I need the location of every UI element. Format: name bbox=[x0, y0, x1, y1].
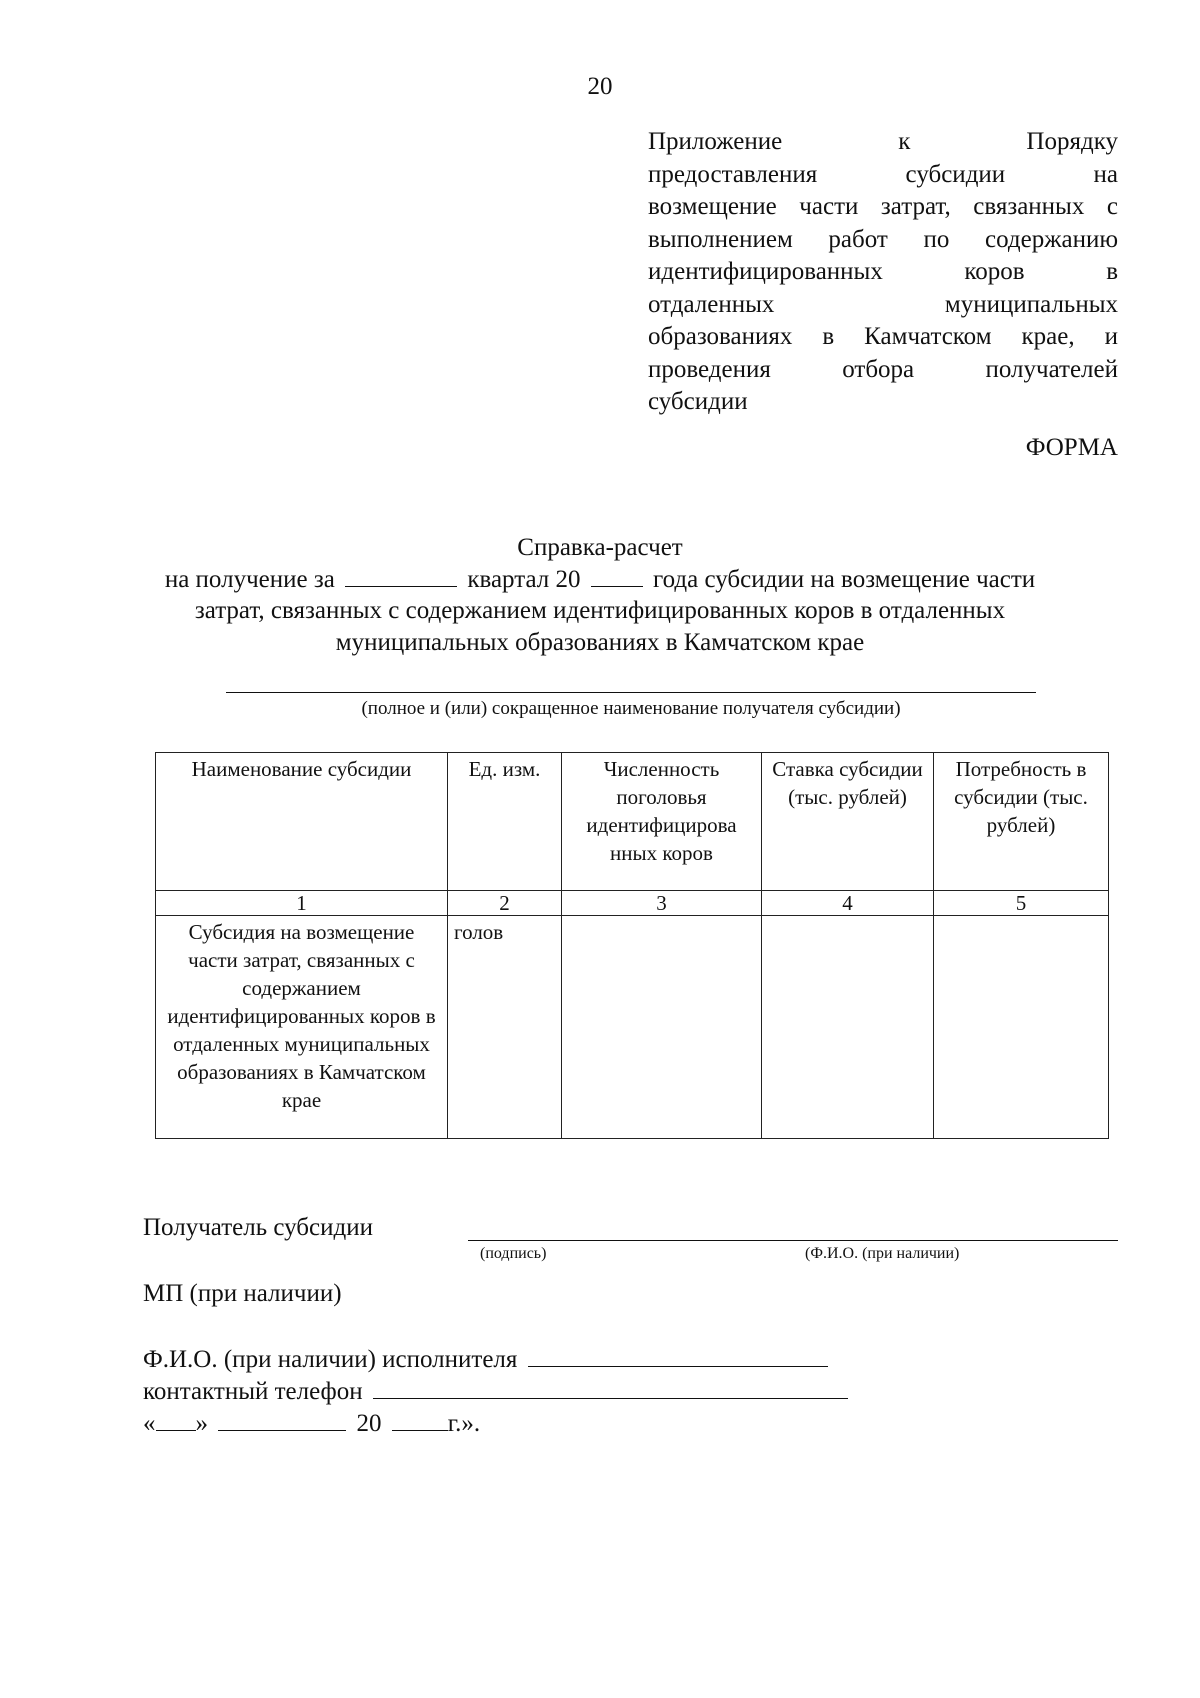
date-open-quote: « bbox=[143, 1410, 156, 1437]
appendix-line: возмещение части затрат, связанных с bbox=[648, 193, 1118, 220]
recipient-caption: (полное и (или) сокращенное наименование получателя субсидии) bbox=[361, 698, 901, 719]
cell-unit: голов bbox=[448, 916, 562, 1139]
date-suffix: г.». bbox=[447, 1410, 481, 1437]
appendix-line: предоставления субсидии на bbox=[648, 160, 1118, 188]
executor-block bbox=[143, 1344, 852, 1440]
title-text: года субсидии на возмещение части bbox=[653, 565, 1036, 593]
title-line: муниципальных образованиях в Камчатском крае bbox=[335, 628, 865, 656]
executor-phone-label: контактный телефон bbox=[143, 1378, 363, 1405]
title-line-period bbox=[100, 564, 1100, 596]
column-number: 2 bbox=[448, 891, 562, 916]
date-month-field[interactable] bbox=[218, 1408, 346, 1431]
appendix-line: выполнением работ по содержанию bbox=[648, 225, 1118, 253]
header-count: Численность поголовья идентифицирова нных коров bbox=[562, 753, 762, 891]
header-rate: Ставка субсидии (тыс. рублей) bbox=[762, 753, 934, 891]
table-row bbox=[156, 916, 1109, 1139]
cell-count[interactable] bbox=[562, 916, 762, 1139]
title-text: на получение за bbox=[164, 565, 335, 593]
date-line bbox=[143, 1408, 852, 1440]
recipient-name-field[interactable] bbox=[226, 692, 1036, 693]
executor-phone-field[interactable] bbox=[373, 1376, 848, 1399]
executor-fio-line bbox=[143, 1344, 852, 1376]
appendix-note bbox=[648, 126, 1118, 419]
appendix-line: проведения отбора получателей bbox=[648, 355, 1118, 383]
form-label: ФОРМА bbox=[1025, 434, 1118, 461]
recipient-signature-label: Получатель субсидии bbox=[143, 1214, 373, 1241]
column-number: 3 bbox=[562, 891, 762, 916]
date-close-quote: » bbox=[195, 1410, 208, 1437]
title-text: квартал 20 bbox=[467, 565, 581, 593]
column-number: 4 bbox=[762, 891, 934, 916]
appendix-line: Приложение к Порядку bbox=[648, 128, 1118, 155]
appendix-line: отдаленных муниципальных bbox=[648, 290, 1118, 318]
title-heading: Справка-расчет bbox=[517, 534, 683, 561]
cell-need[interactable] bbox=[934, 916, 1109, 1139]
name-caption: (Ф.И.О. (при наличии) bbox=[805, 1245, 960, 1262]
executor-fio-label: Ф.И.О. (при наличии) исполнителя bbox=[143, 1346, 518, 1373]
column-number: 1 bbox=[156, 891, 448, 916]
signature-field[interactable] bbox=[468, 1240, 1118, 1241]
executor-phone-line bbox=[143, 1376, 852, 1408]
document-title bbox=[100, 532, 1100, 658]
header-need: Потребность в субсидии (тыс. рублей) bbox=[934, 753, 1109, 891]
table-number-row bbox=[156, 891, 1109, 916]
page-number: 20 bbox=[587, 73, 613, 100]
stamp-label: МП (при наличии) bbox=[143, 1280, 342, 1307]
appendix-line: субсидии bbox=[648, 388, 748, 415]
column-number: 5 bbox=[934, 891, 1109, 916]
date-year-prefix: 20 bbox=[356, 1410, 382, 1437]
table-header-row bbox=[156, 753, 1109, 891]
header-unit: Ед. изм. bbox=[448, 753, 562, 891]
date-day-field[interactable] bbox=[156, 1408, 196, 1431]
signature-caption: (подпись) bbox=[480, 1245, 547, 1262]
title-line: затрат, связанных с содержанием идентифицированных коров в отдаленных bbox=[194, 597, 1006, 624]
cell-subsidy-name: Субсидия на возмещение части затрат, связанных с содержанием идентифицированных коров в отдаленных муниципальных образованиях в Камчатском крае bbox=[156, 916, 448, 1139]
calculation-table bbox=[155, 752, 1109, 1139]
appendix-line: идентифицированных коров в bbox=[648, 258, 1118, 285]
header-subsidy-name: Наименование субсидии bbox=[156, 753, 448, 891]
executor-fio-field[interactable] bbox=[528, 1344, 828, 1367]
appendix-line: образованиях в Камчатском крае, и bbox=[648, 323, 1118, 350]
year-blank[interactable] bbox=[591, 564, 643, 587]
cell-rate[interactable] bbox=[762, 916, 934, 1139]
date-year-field[interactable] bbox=[392, 1408, 448, 1431]
quarter-blank[interactable] bbox=[345, 564, 457, 587]
